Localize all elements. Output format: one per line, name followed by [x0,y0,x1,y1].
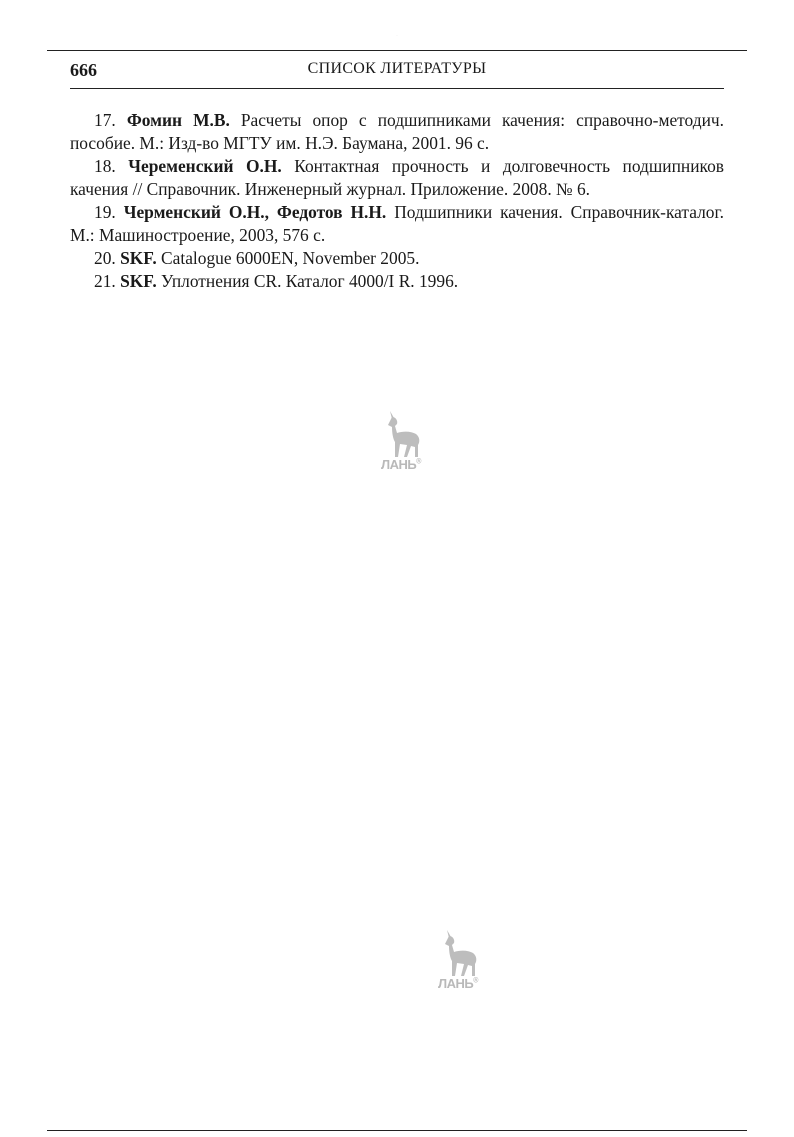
deer-icon [430,928,486,978]
header-rule [70,88,724,89]
reference-item [70,201,724,247]
publisher-watermark [430,928,486,996]
reference-author: Черменский О.Н., Федотов Н.Н. [123,202,387,222]
reference-author: Череменский О.Н. [128,156,282,176]
reference-text: Расчеты опор с подшипниками качения: справочно-методич. пособие. М.: Изд-во МГТУ им. Н.Э. Баумана, 2001. 96 с. [70,110,724,153]
running-head [70,60,724,84]
reference-number: 19. [94,202,116,222]
reference-author: SKF. [120,248,157,268]
page-number: 666 [70,60,97,80]
reference-item [70,109,724,155]
reference-text: Уплотнения CR. Каталог 4000/I R. 1996. [161,271,459,291]
watermark-logo-text: ЛАНЬ® [381,457,421,472]
reference-number: 18. [94,156,116,176]
reference-author: SKF. [120,271,157,291]
top-rule [47,50,747,51]
reference-item [70,247,724,270]
reference-number: 17. [94,110,116,130]
reference-text: Подшипники качения. Справочник-каталог. М.: Машиностроение, 2003, 576 с. [70,202,724,245]
reference-author: Фомин М.В. [126,110,230,130]
reference-item [70,270,724,293]
reference-text: Контактная прочность и долговечность подшипников качения // Справочник. Инженерный журнал. Приложение. 2008. № 6. [70,156,724,199]
bottom-rule [47,1130,747,1131]
watermark-logo-text: ЛАНЬ® [438,976,478,991]
reference-number: 21. [94,271,116,291]
reference-number: 20. [94,248,116,268]
reference-text: Catalogue 6000EN, November 2005. [161,248,420,268]
top-crop-marker: · [396,33,398,37]
section-title: СПИСОК ЛИТЕРАТУРЫ [307,60,487,77]
publisher-watermark [373,409,429,477]
deer-icon [373,409,429,459]
reference-item [70,155,724,201]
reference-list [70,109,724,293]
